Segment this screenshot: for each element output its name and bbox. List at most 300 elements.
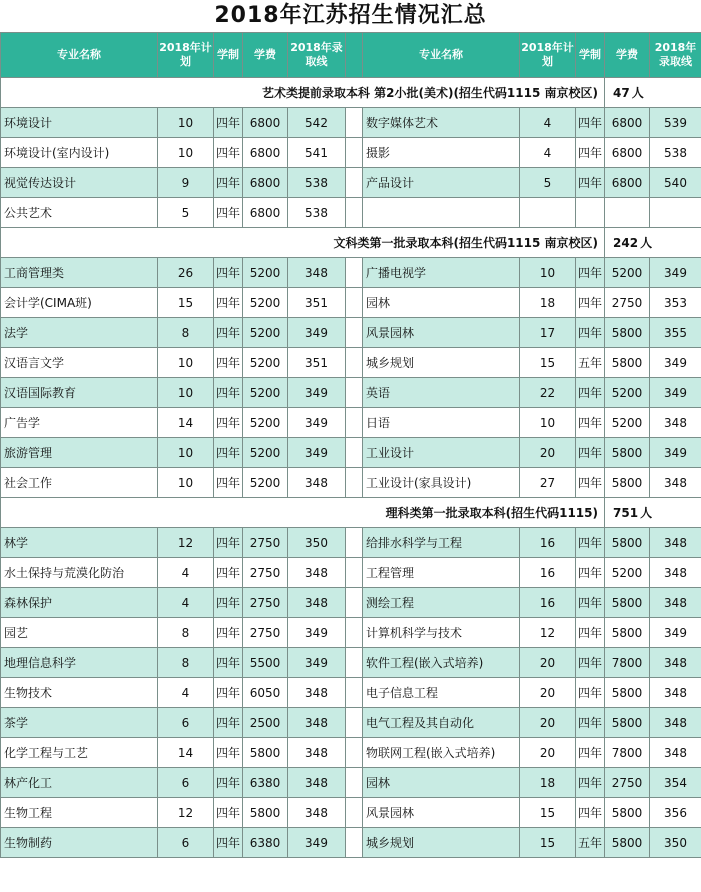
cell-major: 社会工作	[1, 468, 158, 498]
cell-years: 四年	[214, 288, 243, 318]
cell-fee: 2750	[243, 558, 288, 588]
cell-plan: 18	[520, 768, 576, 798]
cell-plan: 27	[520, 468, 576, 498]
column-gap	[346, 408, 363, 438]
cell-years: 四年	[576, 138, 605, 168]
cell-score: 349	[288, 438, 346, 468]
cell-score: 350	[288, 528, 346, 558]
cell-score: 348	[288, 468, 346, 498]
cell-plan: 4	[158, 678, 214, 708]
cell-score: 348	[650, 468, 701, 498]
cell-fee: 5500	[243, 648, 288, 678]
cell-years: 四年	[214, 678, 243, 708]
section-count-number: 751	[613, 506, 639, 520]
cell-score: 538	[288, 198, 346, 228]
cell-score: 349	[650, 618, 701, 648]
cell-plan: 16	[520, 558, 576, 588]
cell-major: 物联网工程(嵌入式培养)	[363, 738, 520, 768]
column-gap	[346, 738, 363, 768]
cell-plan: 14	[158, 738, 214, 768]
column-gap	[346, 768, 363, 798]
cell-fee: 5800	[605, 318, 650, 348]
cell-score: 348	[288, 738, 346, 768]
cell-years: 四年	[214, 258, 243, 288]
cell-fee: 6800	[605, 108, 650, 138]
cell-plan: 20	[520, 648, 576, 678]
cell-fee: 5800	[605, 588, 650, 618]
cell-plan: 20	[520, 738, 576, 768]
header-years: 学制	[576, 33, 605, 78]
column-gap	[346, 618, 363, 648]
cell-years: 四年	[214, 558, 243, 588]
cell-years: 四年	[214, 648, 243, 678]
cell-major: 软件工程(嵌入式培养)	[363, 648, 520, 678]
cell-major: 汉语国际教育	[1, 378, 158, 408]
cell-major: 地理信息科学	[1, 648, 158, 678]
cell-major	[363, 198, 520, 228]
cell-plan	[520, 198, 576, 228]
section-title: 艺术类提前录取本科 第2小批(美术)(招生代码1115 南京校区)	[1, 78, 605, 108]
section-count	[605, 498, 701, 528]
column-gap	[346, 528, 363, 558]
cell-plan: 16	[520, 588, 576, 618]
cell-score: 348	[650, 708, 701, 738]
cell-fee: 2750	[605, 288, 650, 318]
cell-major: 旅游管理	[1, 438, 158, 468]
cell-major: 测绘工程	[363, 588, 520, 618]
cell-plan: 10	[158, 438, 214, 468]
cell-years: 四年	[214, 738, 243, 768]
cell-major: 园林	[363, 768, 520, 798]
cell-fee: 5200	[243, 318, 288, 348]
cell-plan: 15	[520, 798, 576, 828]
column-gap	[346, 378, 363, 408]
cell-fee: 5800	[605, 828, 650, 858]
cell-years: 四年	[214, 708, 243, 738]
cell-plan: 12	[158, 528, 214, 558]
cell-fee: 5800	[605, 468, 650, 498]
cell-major: 日语	[363, 408, 520, 438]
cell-score: 538	[650, 138, 701, 168]
cell-major: 法学	[1, 318, 158, 348]
cell-score: 349	[650, 378, 701, 408]
cell-score: 355	[650, 318, 701, 348]
cell-plan: 15	[158, 288, 214, 318]
cell-score: 348	[288, 258, 346, 288]
cell-major: 工程管理	[363, 558, 520, 588]
cell-major: 园林	[363, 288, 520, 318]
column-gap	[346, 558, 363, 588]
cell-plan: 4	[158, 588, 214, 618]
table-row	[1, 768, 701, 798]
cell-major: 林产化工	[1, 768, 158, 798]
cell-fee: 5800	[605, 708, 650, 738]
table-body	[1, 78, 701, 858]
cell-score: 349	[288, 408, 346, 438]
cell-fee: 5800	[605, 348, 650, 378]
cell-years: 四年	[576, 588, 605, 618]
cell-years: 四年	[214, 108, 243, 138]
cell-fee: 5200	[243, 438, 288, 468]
cell-years: 四年	[576, 558, 605, 588]
cell-years: 四年	[214, 408, 243, 438]
cell-fee: 2750	[243, 588, 288, 618]
table-row	[1, 138, 701, 168]
cell-score: 349	[288, 318, 346, 348]
table-row	[1, 168, 701, 198]
cell-fee: 6050	[243, 678, 288, 708]
cell-fee: 5200	[605, 378, 650, 408]
cell-major: 英语	[363, 378, 520, 408]
cell-score: 539	[650, 108, 701, 138]
cell-plan: 5	[158, 198, 214, 228]
cell-fee: 6800	[243, 198, 288, 228]
cell-plan: 10	[158, 468, 214, 498]
cell-fee: 5800	[243, 798, 288, 828]
cell-years: 四年	[214, 528, 243, 558]
cell-fee: 5200	[243, 378, 288, 408]
cell-score: 348	[650, 588, 701, 618]
cell-fee: 5800	[605, 678, 650, 708]
cell-major: 风景园林	[363, 318, 520, 348]
table-row	[1, 438, 701, 468]
cell-major: 风景园林	[363, 798, 520, 828]
cell-score: 542	[288, 108, 346, 138]
cell-years: 四年	[576, 468, 605, 498]
cell-plan: 15	[520, 348, 576, 378]
cell-major: 城乡规划	[363, 348, 520, 378]
cell-major: 计算机科学与技术	[363, 618, 520, 648]
cell-fee: 6800	[243, 168, 288, 198]
cell-years: 四年	[576, 438, 605, 468]
cell-fee: 7800	[605, 648, 650, 678]
cell-major: 工商管理类	[1, 258, 158, 288]
cell-plan: 6	[158, 828, 214, 858]
column-gap	[346, 798, 363, 828]
cell-fee: 5200	[243, 348, 288, 378]
cell-years: 四年	[576, 798, 605, 828]
cell-score: 349	[288, 828, 346, 858]
header-major: 专业名称	[363, 33, 520, 78]
cell-plan: 15	[520, 828, 576, 858]
cell-fee: 5200	[243, 258, 288, 288]
cell-years: 四年	[576, 318, 605, 348]
cell-fee: 6800	[605, 168, 650, 198]
section-header	[1, 228, 701, 258]
table-row	[1, 678, 701, 708]
cell-years: 四年	[576, 288, 605, 318]
cell-fee: 6800	[243, 138, 288, 168]
cell-score: 538	[288, 168, 346, 198]
cell-plan: 6	[158, 768, 214, 798]
cell-years: 四年	[576, 618, 605, 648]
cell-score: 348	[288, 588, 346, 618]
header-plan: 2018年计划	[520, 33, 576, 78]
cell-years: 四年	[214, 828, 243, 858]
cell-score: 350	[650, 828, 701, 858]
cell-major: 生物制药	[1, 828, 158, 858]
cell-fee: 2500	[243, 708, 288, 738]
cell-plan: 20	[520, 708, 576, 738]
table-row	[1, 318, 701, 348]
cell-plan: 6	[158, 708, 214, 738]
cell-plan: 12	[520, 618, 576, 648]
cell-plan: 10	[158, 108, 214, 138]
cell-score: 348	[650, 408, 701, 438]
cell-fee: 5200	[605, 408, 650, 438]
cell-score: 349	[650, 258, 701, 288]
cell-years: 四年	[576, 528, 605, 558]
cell-score: 540	[650, 168, 701, 198]
table-row	[1, 828, 701, 858]
page-title: 2018年江苏招生情况汇总	[214, 3, 487, 28]
column-gap	[346, 258, 363, 288]
cell-score: 348	[650, 678, 701, 708]
cell-major: 广告学	[1, 408, 158, 438]
cell-plan: 10	[158, 138, 214, 168]
cell-years: 四年	[214, 768, 243, 798]
header-score: 2018年录取线	[650, 33, 701, 78]
table-row	[1, 348, 701, 378]
cell-years: 四年	[576, 108, 605, 138]
cell-fee: 7800	[605, 738, 650, 768]
cell-score: 356	[650, 798, 701, 828]
column-gap	[346, 708, 363, 738]
header-score: 2018年录取线	[288, 33, 346, 78]
cell-major: 电子信息工程	[363, 678, 520, 708]
header-plan: 2018年计划	[158, 33, 214, 78]
section-count-unit: 人	[640, 236, 653, 250]
cell-fee: 5800	[243, 738, 288, 768]
cell-fee: 5200	[605, 258, 650, 288]
cell-plan: 20	[520, 678, 576, 708]
cell-years: 四年	[576, 408, 605, 438]
cell-plan: 10	[158, 378, 214, 408]
cell-years: 四年	[576, 708, 605, 738]
cell-years: 四年	[214, 318, 243, 348]
section-title: 文科类第一批录取本科(招生代码1115 南京校区)	[1, 228, 605, 258]
column-gap	[346, 438, 363, 468]
column-gap	[346, 828, 363, 858]
cell-score: 348	[288, 798, 346, 828]
cell-major: 会计学(CIMA班)	[1, 288, 158, 318]
table-row	[1, 258, 701, 288]
cell-plan: 20	[520, 438, 576, 468]
cell-years: 四年	[576, 678, 605, 708]
cell-years: 四年	[214, 618, 243, 648]
cell-fee: 6380	[243, 828, 288, 858]
table-row	[1, 558, 701, 588]
cell-score: 348	[288, 708, 346, 738]
cell-score: 353	[650, 288, 701, 318]
cell-years: 四年	[214, 198, 243, 228]
cell-major: 电气工程及其自动化	[363, 708, 520, 738]
cell-plan: 8	[158, 618, 214, 648]
cell-score: 348	[650, 528, 701, 558]
cell-score: 349	[650, 438, 701, 468]
cell-fee: 5200	[605, 558, 650, 588]
header-row	[1, 33, 701, 78]
cell-fee: 5800	[605, 618, 650, 648]
cell-fee: 2750	[605, 768, 650, 798]
column-gap	[346, 678, 363, 708]
table-row	[1, 378, 701, 408]
cell-plan: 12	[158, 798, 214, 828]
section-count-number: 47	[613, 86, 630, 100]
cell-years: 四年	[576, 738, 605, 768]
cell-major: 摄影	[363, 138, 520, 168]
cell-plan: 16	[520, 528, 576, 558]
column-gap	[346, 348, 363, 378]
cell-years: 四年	[576, 648, 605, 678]
cell-major: 工业设计(家具设计)	[363, 468, 520, 498]
cell-score: 354	[650, 768, 701, 798]
cell-fee: 5200	[243, 288, 288, 318]
cell-years: 四年	[214, 168, 243, 198]
cell-score: 349	[650, 348, 701, 378]
cell-score: 349	[288, 618, 346, 648]
section-title: 理科类第一批录取本科(招生代码1115)	[1, 498, 605, 528]
cell-score: 349	[288, 648, 346, 678]
column-gap	[346, 198, 363, 228]
cell-score: 351	[288, 288, 346, 318]
cell-score	[650, 198, 701, 228]
cell-major: 林学	[1, 528, 158, 558]
cell-major: 数字媒体艺术	[363, 108, 520, 138]
cell-major: 水土保持与荒漠化防治	[1, 558, 158, 588]
cell-plan: 5	[520, 168, 576, 198]
column-gap	[346, 468, 363, 498]
cell-plan: 17	[520, 318, 576, 348]
cell-major: 给排水科学与工程	[363, 528, 520, 558]
table-row	[1, 588, 701, 618]
cell-years: 四年	[214, 588, 243, 618]
cell-fee: 6800	[605, 138, 650, 168]
column-gap	[346, 288, 363, 318]
cell-score: 348	[288, 768, 346, 798]
section-count-unit: 人	[640, 506, 653, 520]
section-count	[605, 78, 701, 108]
cell-fee: 5800	[605, 438, 650, 468]
cell-major: 汉语言文学	[1, 348, 158, 378]
header-fee: 学费	[243, 33, 288, 78]
cell-plan: 22	[520, 378, 576, 408]
column-gap	[346, 648, 363, 678]
cell-major: 视觉传达设计	[1, 168, 158, 198]
cell-plan: 4	[520, 138, 576, 168]
cell-major: 生物技术	[1, 678, 158, 708]
cell-score: 348	[650, 738, 701, 768]
column-gap	[346, 168, 363, 198]
table-row	[1, 798, 701, 828]
section-count-unit: 人	[631, 86, 644, 100]
cell-fee: 2750	[243, 618, 288, 648]
cell-score: 348	[288, 678, 346, 708]
cell-plan: 10	[520, 258, 576, 288]
cell-years: 四年	[576, 768, 605, 798]
table-row	[1, 288, 701, 318]
cell-major: 森林保护	[1, 588, 158, 618]
table-row	[1, 198, 701, 228]
cell-major: 化学工程与工艺	[1, 738, 158, 768]
cell-fee	[605, 198, 650, 228]
cell-years: 四年	[214, 468, 243, 498]
cell-plan: 26	[158, 258, 214, 288]
table-row	[1, 618, 701, 648]
cell-score: 351	[288, 348, 346, 378]
cell-score: 541	[288, 138, 346, 168]
cell-years: 四年	[214, 138, 243, 168]
table-row	[1, 108, 701, 138]
cell-major: 环境设计(室内设计)	[1, 138, 158, 168]
cell-plan: 9	[158, 168, 214, 198]
cell-score: 348	[288, 558, 346, 588]
cell-fee: 6800	[243, 108, 288, 138]
header-years: 学制	[214, 33, 243, 78]
cell-years: 四年	[214, 348, 243, 378]
cell-fee: 5800	[605, 798, 650, 828]
cell-major: 生物工程	[1, 798, 158, 828]
cell-plan: 10	[158, 348, 214, 378]
cell-fee: 5800	[605, 528, 650, 558]
cell-major: 广播电视学	[363, 258, 520, 288]
cell-major: 环境设计	[1, 108, 158, 138]
table-row	[1, 708, 701, 738]
table-row	[1, 408, 701, 438]
cell-fee: 5200	[243, 408, 288, 438]
section-count	[605, 228, 701, 258]
cell-score: 348	[650, 648, 701, 678]
cell-score: 349	[288, 378, 346, 408]
cell-plan: 8	[158, 318, 214, 348]
header-fee: 学费	[605, 33, 650, 78]
section-count-number: 242	[613, 236, 639, 250]
column-gap	[346, 588, 363, 618]
cell-plan: 14	[158, 408, 214, 438]
cell-years: 四年	[214, 798, 243, 828]
cell-score: 348	[650, 558, 701, 588]
column-gap	[346, 318, 363, 348]
cell-years: 四年	[576, 168, 605, 198]
column-gap	[346, 138, 363, 168]
cell-plan: 4	[520, 108, 576, 138]
cell-years: 五年	[576, 348, 605, 378]
table-row	[1, 468, 701, 498]
cell-plan: 18	[520, 288, 576, 318]
table-row	[1, 648, 701, 678]
cell-plan: 10	[520, 408, 576, 438]
cell-plan: 4	[158, 558, 214, 588]
cell-major: 园艺	[1, 618, 158, 648]
cell-major: 公共艺术	[1, 198, 158, 228]
cell-years: 四年	[576, 258, 605, 288]
cell-years: 四年	[576, 378, 605, 408]
column-gap	[346, 108, 363, 138]
cell-major: 工业设计	[363, 438, 520, 468]
cell-plan: 8	[158, 648, 214, 678]
section-header	[1, 78, 701, 108]
table-row	[1, 738, 701, 768]
cell-years	[576, 198, 605, 228]
cell-major: 茶学	[1, 708, 158, 738]
cell-major: 城乡规划	[363, 828, 520, 858]
cell-years: 五年	[576, 828, 605, 858]
cell-fee: 6380	[243, 768, 288, 798]
cell-fee: 2750	[243, 528, 288, 558]
table-row	[1, 528, 701, 558]
cell-years: 四年	[214, 378, 243, 408]
section-header	[1, 498, 701, 528]
